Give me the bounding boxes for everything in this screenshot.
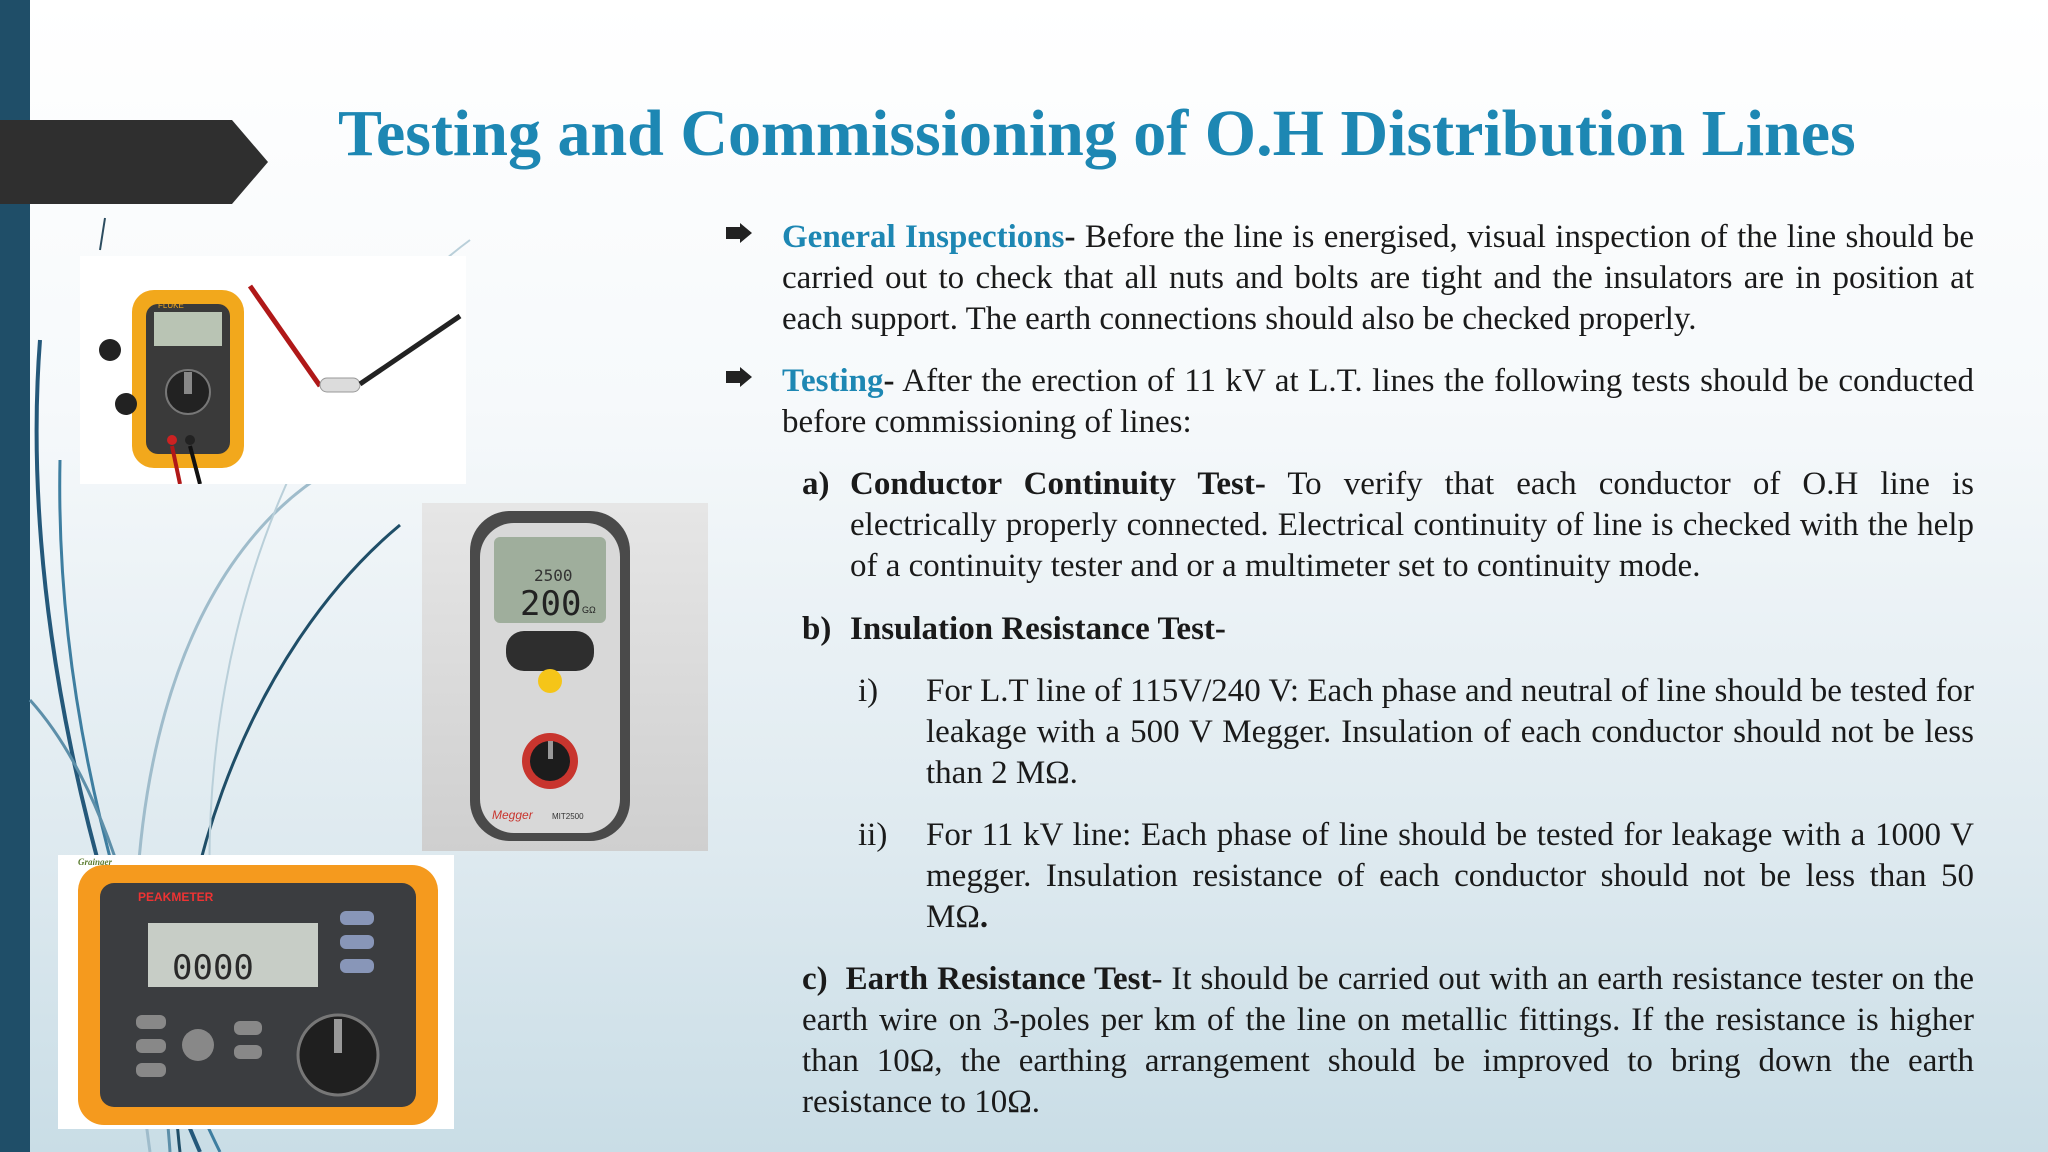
test-c-marker: c) [802,961,828,997]
testing-heading: Testing [782,363,884,399]
testing-dash: - [883,363,895,399]
test-c-heading [828,961,1152,997]
testing-text: After the erection of 11 kV at L.T. lines the following tests should be conducted before commissioning of lines: [782,363,1974,440]
test-a-paragraph [850,464,1974,587]
test-b-ii-end: . [979,899,989,935]
multimeter-brand-label: FLUKE [158,301,184,310]
earth-tester-display: 0000 [172,948,254,988]
arrow-bullet-icon [726,223,752,243]
arrow-bullet-icon [726,367,752,387]
general-inspections-text: Before the line is energised, visual inspection of the line should be carried out to check that all nuts and bolts are tight and the insulators are in position at each support. The earth connections should also be checked properly. [782,219,1974,337]
grainger-logo: Grainger [78,857,113,867]
megger-display-unit: GΩ [582,605,596,615]
test-a-marker: a) [802,466,830,502]
test-b-heading: Insulation Resistance Test- [850,611,1226,647]
megger-model-label: MIT2500 [552,812,584,821]
slide-title: Testing and Commissioning of O.H Distribution Lines [338,97,1856,170]
test-b-ii-paragraph [926,815,1974,938]
general-inspections-dash: - [1064,219,1076,255]
megger-display-main: 200 [520,584,582,624]
test-b-ii-marker: ii) [858,817,888,853]
test-b-ii-text: For 11 kV line: Each phase of line should be tested for leakage with a 1000 V megger. Insulation resistance of each conductor should not be less than 50 MΩ [926,817,1974,935]
bullet-general-inspections [782,217,1974,340]
test-c-paragraph [802,959,1974,1123]
test-b-i-paragraph: For L.T line of 115V/240 V: Each phase and neutral of line should be tested for leakage with a 500 V Megger. Insulation of each conductor should not be less than 2 MΩ. [926,673,1974,791]
bullet-testing [782,361,1974,443]
earth-tester-brand-label: PEAKMETER [138,890,214,904]
test-b-i-marker: i) [858,673,879,709]
test-a-text: To verify that each conductor of O.H line is electrically properly connected. Electrical continuity of line is checked with the help of a continuity tester and or a multimeter set to continuity mode. [850,466,1974,584]
test-c-heading-text: Earth Resistance Test [845,961,1152,997]
test-c-text: - It should be carried out with an earth resistance tester on the earth wire on 3-poles per km of the line on metallic fittings. If the resistance is higher than 10Ω, the earthing arrangement should be improved to bring down the earth resistance to 10Ω. [802,961,1974,1120]
megger-brand-label: Megger [492,808,533,822]
test-b-marker: b) [802,611,832,647]
test-a-heading: Conductor Continuity Test- [850,466,1266,502]
megger-display-top: 2500 [534,566,573,585]
general-inspections-heading: General Inspections [782,219,1065,255]
